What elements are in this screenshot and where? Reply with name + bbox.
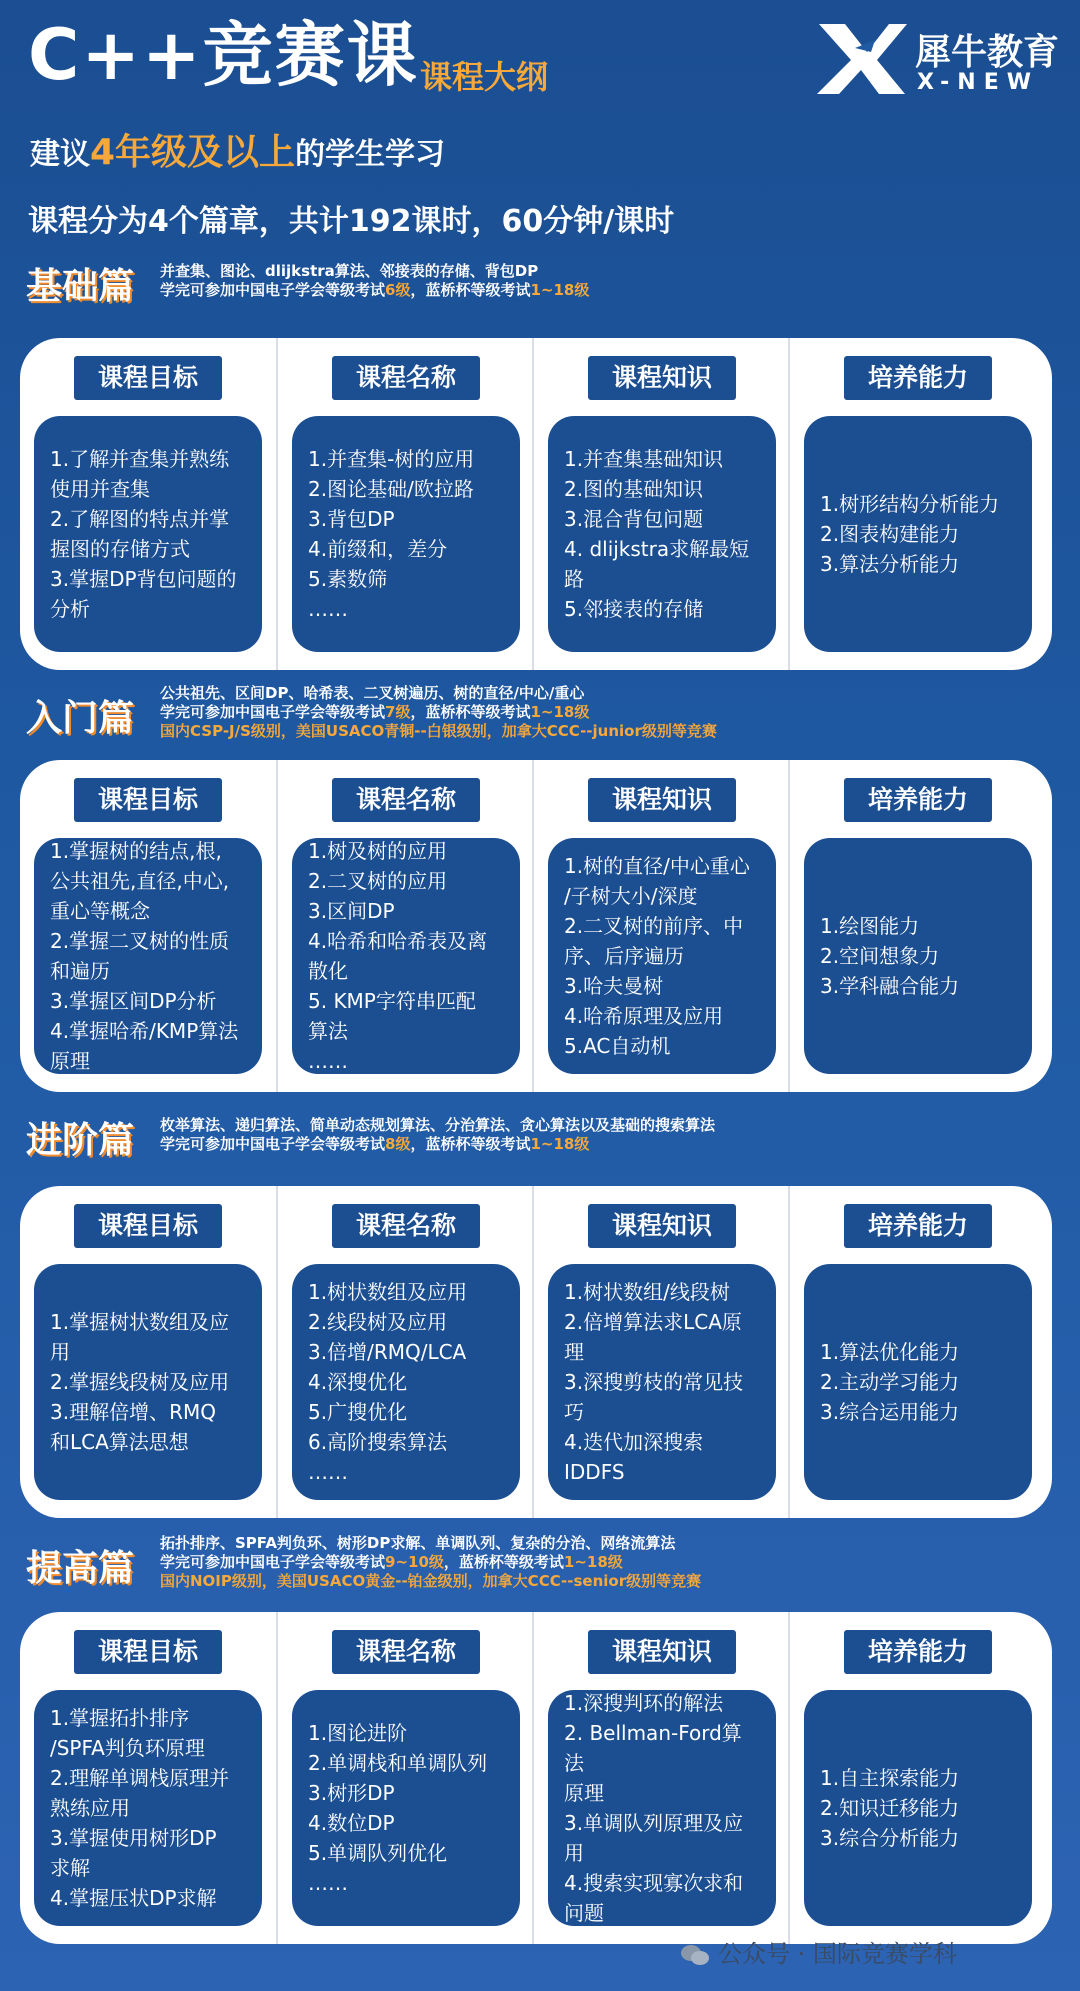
column-content [34, 838, 262, 1074]
column-content [292, 1264, 520, 1500]
column-content [548, 1264, 776, 1500]
column-content [34, 1690, 262, 1926]
content-line: 5.邻接表的存储 [564, 597, 704, 621]
content-line: 1.绘图能力 [820, 914, 920, 938]
content-line: 重心等概念 [50, 899, 150, 923]
content-line: 分析 [50, 597, 90, 621]
column-heading: 课程知识 [588, 356, 736, 400]
column-heading: 培养能力 [844, 1204, 992, 1248]
column-heading: 课程目标 [74, 778, 222, 822]
section-card [20, 1612, 1052, 1944]
brand-name-en: X-NEW [917, 70, 1040, 95]
column-content [34, 1264, 262, 1500]
content-line: 3.掌握使用树形DP [50, 1826, 217, 1850]
content-line: 4.哈希原理及应用 [564, 1004, 724, 1028]
content-line: 1.掌握树的结点,根, [50, 839, 222, 863]
content-line: 1.深搜判环的解法 [564, 1691, 724, 1715]
content-line: 3.理解倍增、RMQ [50, 1400, 216, 1424]
content-line: 1.掌握树状数组及应 [50, 1310, 230, 1334]
content-line: 3.深搜剪枝的常见技 [564, 1370, 744, 1394]
column-heading: 课程目标 [74, 1630, 222, 1674]
brand-logo [815, 18, 1060, 98]
content-line: 1.自主探索能力 [820, 1766, 960, 1790]
column-heading: 培养能力 [844, 356, 992, 400]
content-line: 求解 [50, 1856, 90, 1880]
content-line: 2.主动学习能力 [820, 1370, 960, 1394]
content-line: 1.算法优化能力 [820, 1340, 960, 1364]
content-line: 2.图的基础知识 [564, 477, 704, 501]
content-line: 2.了解图的特点并掌 [50, 507, 230, 531]
content-line: 握图的存储方式 [50, 537, 190, 561]
content-line: 2.单调栈和单调队列 [308, 1751, 488, 1775]
content-line: 原理 [564, 1781, 604, 1805]
content-line: 2.理解单调栈原理并 [50, 1766, 230, 1790]
content-line: 4. dlijkstra求解最短 [564, 537, 750, 561]
section-title: 入门篇 [26, 698, 135, 739]
content-line: 2.倍增算法求LCA原 [564, 1310, 742, 1334]
content-line: 4.搜索实现寡次求和 [564, 1871, 744, 1895]
section-topics: 公共祖先、区间DP、哈希表、二叉树遍历、树的直径/中心/重心 [160, 684, 585, 702]
column-content [548, 416, 776, 652]
content-line: 4.哈希和哈希表及离 [308, 929, 488, 953]
content-line: 3.综合运用能力 [820, 1400, 960, 1424]
section-exam-info: 学完可参加中国电子学会等级考试6级，蓝桥杯等级考试1~18级 [160, 281, 590, 299]
content-line: IDDFS [564, 1460, 625, 1484]
content-line: 5.AC自动机 [564, 1034, 671, 1058]
column-heading: 培养能力 [844, 778, 992, 822]
card-column [276, 1612, 534, 1944]
content-line: …… [308, 1871, 348, 1895]
content-line: 2.掌握二叉树的性质 [50, 929, 230, 953]
section-card [20, 1186, 1052, 1518]
section-title: 进阶篇 [26, 1120, 135, 1161]
section-exam-info: 学完可参加中国电子学会等级考试8级，蓝桥杯等级考试1~18级 [160, 1135, 590, 1153]
content-line: 3.树形DP [308, 1781, 395, 1805]
column-content [804, 416, 1032, 652]
section-exam-info: 学完可参加中国电子学会等级考试7级，蓝桥杯等级考试1~18级 [160, 703, 590, 721]
content-line: 6.高阶搜索算法 [308, 1430, 448, 1454]
page-title: C++竞赛课 [28, 14, 419, 96]
content-line: 2.空间想象力 [820, 944, 940, 968]
grade-recommendation: 建议4年级及以上的学生学习 [30, 132, 446, 173]
section-description [160, 684, 717, 741]
column-content [292, 1690, 520, 1926]
content-line: 1.并查集-树的应用 [308, 447, 475, 471]
section-competition-info: 国内CSP-J/S级别，美国USACO青铜--白银级别，加拿大CCC--junior级别等竞赛 [160, 722, 717, 740]
content-line: 2.二叉树的前序、中 [564, 914, 744, 938]
section-description [160, 1116, 715, 1154]
column-content [548, 1690, 776, 1926]
card-column [276, 338, 534, 670]
column-heading: 课程名称 [332, 1630, 480, 1674]
content-line: 3.背包DP [308, 507, 395, 531]
content-line: 路 [564, 567, 584, 591]
content-line: 2.知识迁移能力 [820, 1796, 960, 1820]
content-line: 1.树的直径/中心重心 [564, 854, 750, 878]
content-line: 公共祖先,直径,中心, [50, 869, 230, 893]
content-line: 1.树状数组及应用 [308, 1280, 468, 1304]
card-column [532, 338, 790, 670]
content-line: 使用并查集 [50, 477, 150, 501]
column-heading: 课程知识 [588, 1630, 736, 1674]
content-line: 3.掌握DP背包问题的 [50, 567, 237, 591]
section-competition-info: 国内NOIP级别，美国USACO黄金--铂金级别，加拿大CCC--senior级别等竞赛 [160, 1572, 702, 1590]
card-column [532, 760, 790, 1092]
content-line: 3.算法分析能力 [820, 552, 960, 576]
content-line: /SPFA判负环原理 [50, 1736, 205, 1760]
card-column [276, 760, 534, 1092]
column-heading: 课程目标 [74, 1204, 222, 1248]
column-content [34, 416, 262, 652]
content-line: 4.前缀和，差分 [308, 537, 448, 561]
content-line: 1.树及树的应用 [308, 839, 448, 863]
content-line: 3.综合分析能力 [820, 1826, 960, 1850]
content-line: …… [308, 1460, 348, 1484]
content-line: 1.了解并查集并熟练 [50, 447, 230, 471]
content-line: 问题 [564, 1901, 604, 1925]
content-line: 3.混合背包问题 [564, 507, 704, 531]
content-line: 3.单调队列原理及应 [564, 1811, 744, 1835]
column-heading: 课程名称 [332, 778, 480, 822]
section-description [160, 1534, 701, 1591]
card-column [20, 760, 276, 1092]
card-column [20, 1612, 276, 1944]
content-line: 2.掌握线段树及应用 [50, 1370, 230, 1394]
column-heading: 课程知识 [588, 1204, 736, 1248]
content-line: …… [308, 597, 348, 621]
content-line: 5.广搜优化 [308, 1400, 408, 1424]
content-line: 5. KMP字符串匹配 [308, 989, 476, 1013]
column-content [548, 838, 776, 1074]
section-description [160, 262, 589, 300]
column-heading: 课程名称 [332, 356, 480, 400]
content-line: 理 [564, 1340, 584, 1364]
section-exam-info: 学完可参加中国电子学会等级考试9~10级，蓝桥杯等级考试1~18级 [160, 1553, 623, 1571]
card-column [532, 1186, 790, 1518]
content-line: 熟练应用 [50, 1796, 130, 1820]
content-line: /子树大小/深度 [564, 884, 698, 908]
content-line: 3.学科融合能力 [820, 974, 960, 998]
content-line: 2. Bellman-Ford算法 [564, 1721, 742, 1775]
course-summary: 课程分为4个篇章，共计192课时，60分钟/课时 [28, 204, 675, 239]
section-topics: 并查集、图论、dlijkstra算法、邻接表的存储、背包DP [160, 262, 539, 280]
card-column [788, 1186, 1046, 1518]
content-line: 2.图论基础/欧拉路 [308, 477, 474, 501]
column-content [804, 838, 1032, 1074]
column-content [292, 416, 520, 652]
content-line: 3.倍增/RMQ/LCA [308, 1340, 467, 1364]
content-line: 用 [50, 1340, 70, 1364]
content-line: 1.掌握拓扑排序 [50, 1706, 190, 1730]
content-line: 和遍历 [50, 959, 110, 983]
card-column [788, 760, 1046, 1092]
footer-watermark: 公众号 · 国际竞赛学科 [680, 1934, 957, 1969]
wechat-icon [680, 1943, 710, 1967]
rhino-x-logo-icon [815, 18, 911, 98]
column-content [804, 1690, 1032, 1926]
content-line: 巧 [564, 1400, 584, 1424]
content-line: 序、后序遍历 [564, 944, 684, 968]
content-line: 2.图表构建能力 [820, 522, 960, 546]
column-content [292, 838, 520, 1074]
card-column [788, 338, 1046, 670]
page-subtitle: 课程大纲 [420, 58, 549, 96]
content-line: 2.二叉树的应用 [308, 869, 448, 893]
content-line: 4.数位DP [308, 1811, 395, 1835]
grade-highlight: 4年级及以上 [90, 132, 296, 173]
card-column [276, 1186, 534, 1518]
content-line: 原理 [50, 1049, 90, 1073]
section-card [20, 760, 1052, 1092]
content-line: 5.素数筛 [308, 567, 388, 591]
column-content [804, 1264, 1032, 1500]
content-line: 算法 [308, 1019, 348, 1043]
content-line: 4.掌握压状DP求解 [50, 1886, 217, 1910]
content-line: …… [308, 1049, 348, 1073]
column-heading: 培养能力 [844, 1630, 992, 1674]
brand-name-cn: 犀牛教育 [915, 32, 1060, 73]
content-line: 和LCA算法思想 [50, 1430, 189, 1454]
column-heading: 课程目标 [74, 356, 222, 400]
content-line: 1.树状数组/线段树 [564, 1280, 730, 1304]
section-title: 提高篇 [26, 1548, 135, 1589]
content-line: 5.单调队列优化 [308, 1841, 448, 1865]
card-column [20, 1186, 276, 1518]
content-line: 1.树形结构分析能力 [820, 492, 1000, 516]
section-title: 基础篇 [26, 266, 135, 307]
card-column [20, 338, 276, 670]
content-line: 2.线段树及应用 [308, 1310, 448, 1334]
column-heading: 课程名称 [332, 1204, 480, 1248]
content-line: 3.哈夫曼树 [564, 974, 664, 998]
card-column [788, 1612, 1046, 1944]
section-topics: 拓扑排序、SPFA判负环、树形DP求解、单调队列、复杂的分治、网络流算法 [160, 1534, 676, 1552]
content-line: 1.图论进阶 [308, 1721, 408, 1745]
card-column [532, 1612, 790, 1944]
content-line: 3.掌握区间DP分析 [50, 989, 217, 1013]
content-line: 1.并查集基础知识 [564, 447, 724, 471]
content-line: 4.迭代加深搜索 [564, 1430, 704, 1454]
content-line: 4.掌握哈希/KMP算法 [50, 1019, 239, 1043]
column-heading: 课程知识 [588, 778, 736, 822]
content-line: 散化 [308, 959, 348, 983]
content-line: 3.区间DP [308, 899, 395, 923]
section-topics: 枚举算法、递归算法、简单动态规划算法、分治算法、贪心算法以及基础的搜索算法 [160, 1116, 716, 1134]
content-line: 4.深搜优化 [308, 1370, 408, 1394]
section-card [20, 338, 1052, 670]
content-line: 用 [564, 1841, 584, 1865]
